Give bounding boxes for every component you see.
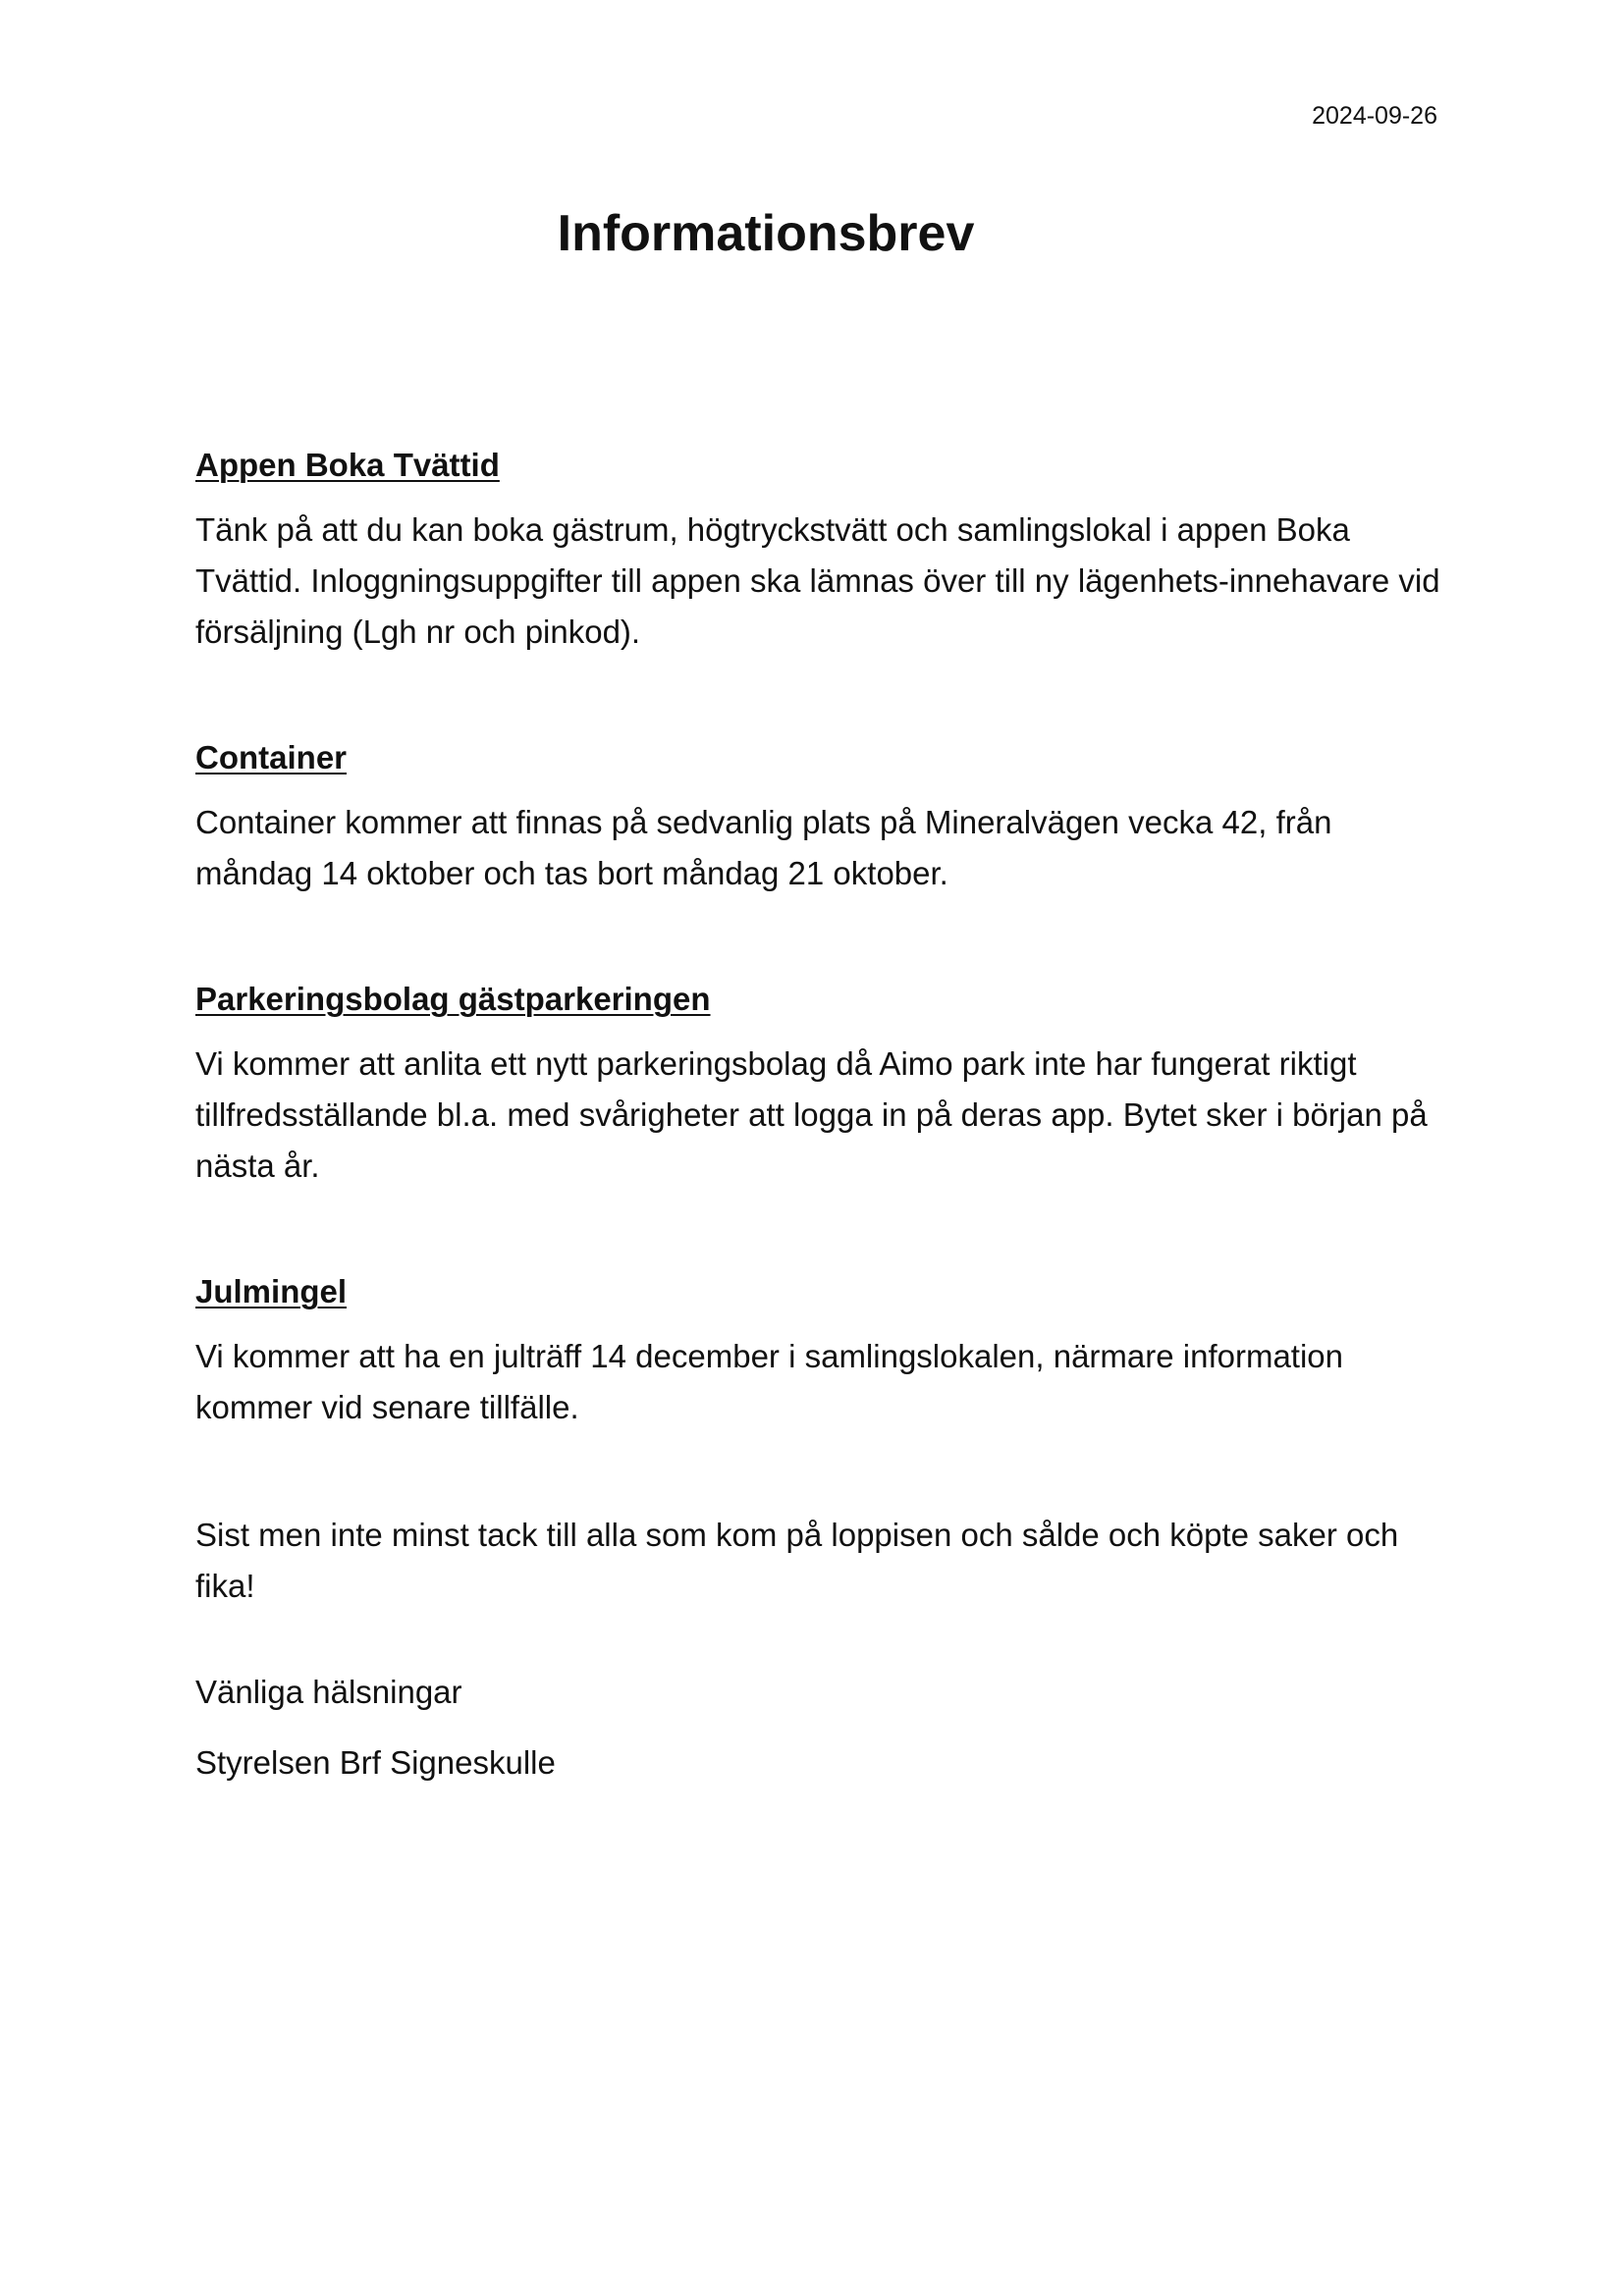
section-text: Vi kommer att anlita ett nytt parkeringsbolag då Aimo park inte har fungerat riktigt tillfredsställande bl.a. med svårigheter att logga in på deras app. Bytet sker i början på nästa år. — [195, 1045, 1428, 1184]
greeting: Vänliga hälsningar — [195, 1674, 462, 1710]
letter-body — [195, 442, 1442, 1787]
section-julmingel — [195, 1268, 1442, 1433]
closing-text: Sist men inte minst tack till alla som kom på loppisen och sålde och köpte saker och fika! — [195, 1517, 1399, 1604]
signature: Styrelsen Brf Signeskulle — [195, 1744, 556, 1781]
section-heading: Appen Boka Tvättid — [195, 447, 500, 483]
section-text: Vi kommer att ha en julträff 14 december i samlingslokalen, närmare information kommer vid senare tillfälle. — [195, 1338, 1344, 1425]
section-text: Tänk på att du kan boka gästrum, högtryckstvätt och samlingslokal i appen Boka Tvättid. Inloggningsuppgifter till appen ska lämnas över till ny lägenhets-innehavare vid försäljning (Lgh nr och pinkod). — [195, 511, 1440, 650]
section-boka-tvattid — [195, 442, 1442, 658]
section-parkering — [195, 976, 1442, 1192]
section-container — [195, 734, 1442, 899]
section-text: Container kommer att finnas på sedvanlig plats på Mineralvägen vecka 42, från måndag 14 oktober och tas bort måndag 21 oktober. — [195, 804, 1332, 891]
letter-date: 2024-09-26 — [1312, 102, 1437, 130]
section-heading: Julmingel — [195, 1273, 348, 1309]
closing-block — [195, 1510, 1442, 1787]
section-heading: Container — [195, 739, 348, 775]
letter-title: Informationsbrev — [557, 205, 975, 262]
section-heading: Parkeringsbolag gästparkeringen — [195, 981, 711, 1017]
